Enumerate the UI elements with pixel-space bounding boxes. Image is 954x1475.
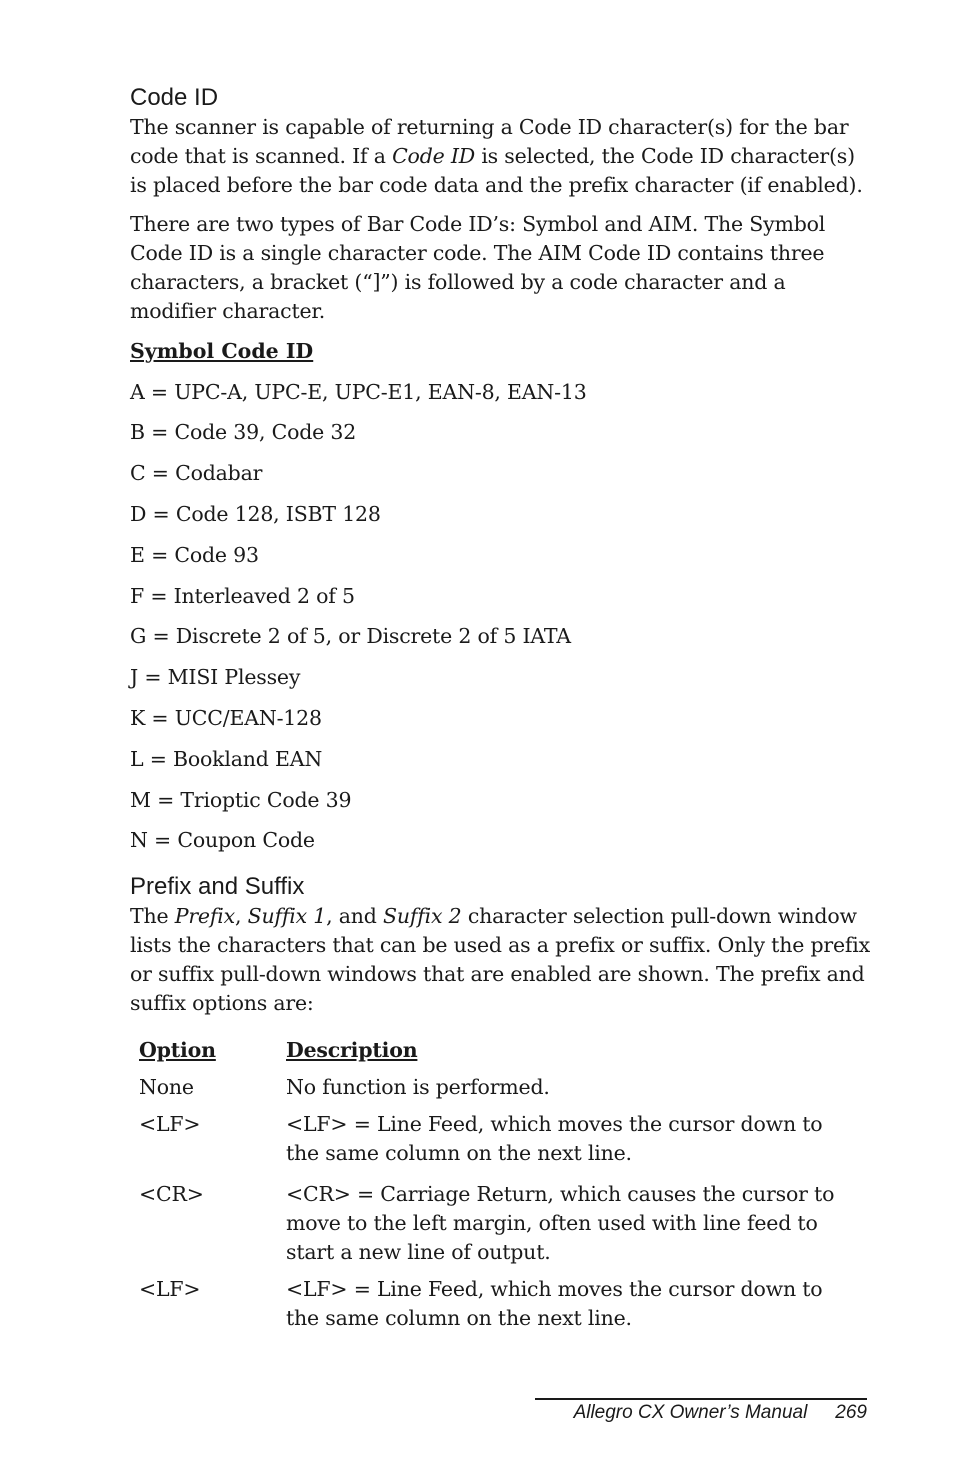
footer-page-number: 269 — [835, 1402, 867, 1423]
symbol-code-id-list — [130, 378, 870, 856]
prefix-para-text-4: character selection pull-down window lists the characters that can be used as a prefix or suffix. Only the prefix or suffix pull-down windows that are enabled are shown. The prefix and suffix options are: — [130, 904, 871, 1016]
footer-manual-title: Allegro CX Owner’s Manual — [573, 1402, 808, 1423]
list-item: C = Codabar — [130, 461, 263, 486]
description-cell: No function is performed. — [286, 1075, 550, 1100]
section-heading-code-id: Code ID — [130, 84, 219, 111]
list-item: N = Coupon Code — [130, 828, 315, 853]
footer-rule — [535, 1398, 867, 1400]
table-row — [139, 1110, 859, 1180]
code-id-para1-text-before: The scanner is capable of returning a Code ID character(s) for the bar code that is scanned. If a — [130, 114, 849, 168]
option-cell: <LF> — [139, 1112, 201, 1137]
option-cell: <LF> — [139, 1277, 201, 1302]
table-row — [139, 1073, 859, 1110]
option-cell: <CR> — [139, 1182, 204, 1207]
list-item: L = Bookland EAN — [130, 746, 323, 771]
symbol-code-id-heading: Symbol Code ID — [130, 338, 314, 363]
list-item: E = Code 93 — [130, 542, 259, 567]
option-cell: None — [139, 1075, 194, 1100]
list-item: B = Code 39, Code 32 — [130, 420, 357, 445]
code-id-para1-text-after: is selected, the Code ID character(s) is placed before the bar code data and the prefix character (if enabled). — [130, 143, 863, 197]
prefix-para-text-3: , and — [326, 904, 384, 929]
column-header-description: Description — [286, 1038, 418, 1063]
list-item: D = Code 128, ISBT 128 — [130, 501, 381, 526]
list-item: F = Interleaved 2 of 5 — [130, 583, 355, 608]
code-id-paragraph-1 — [130, 113, 870, 200]
prefix-suffix-options-table — [139, 1036, 859, 1341]
section-heading-prefix-suffix: Prefix and Suffix — [130, 873, 305, 901]
column-header-option: Option — [139, 1038, 216, 1063]
prefix-para-italic-suffix1: Suffix 1 — [247, 904, 327, 929]
description-cell: <CR> = Carriage Return, which causes the cursor to move to the left margin, often used with line feed to start a new line of output. — [286, 1182, 835, 1265]
list-item: G = Discrete 2 of 5, or Discrete 2 of 5 IATA — [130, 624, 571, 649]
list-item: J = MISI Plessey — [130, 665, 301, 690]
prefix-para-text-1: The — [130, 904, 175, 929]
description-cell: <LF> = Line Feed, which moves the cursor down to the same column on the next line. — [286, 1277, 823, 1331]
prefix-para-italic-suffix2: Suffix 2 — [383, 904, 462, 929]
table-row — [139, 1180, 859, 1275]
code-id-paragraph-2: There are two types of Bar Code ID’s: Symbol and AIM. The Symbol Code ID is a single character code. The AIM Code ID contains three characters, a bracket (“]”) is followed by a code character and a modifier character. — [130, 211, 826, 323]
description-cell: <LF> = Line Feed, which moves the cursor down to the same column on the next line. — [286, 1112, 823, 1166]
code-id-para1-italic: Code ID — [392, 143, 475, 168]
list-item: A = UPC-A, UPC-E, UPC-E1, EAN-8, EAN-13 — [130, 379, 587, 404]
prefix-suffix-paragraph — [130, 902, 870, 1018]
prefix-para-text-2: , — [234, 904, 248, 929]
page-content — [130, 80, 870, 1341]
table-header-row — [139, 1036, 859, 1073]
page-footer — [535, 1401, 867, 1425]
table-row — [139, 1275, 859, 1341]
prefix-para-italic-prefix: Prefix — [174, 904, 235, 929]
list-item: M = Trioptic Code 39 — [130, 787, 352, 812]
list-item: K = UCC/EAN-128 — [130, 705, 322, 730]
